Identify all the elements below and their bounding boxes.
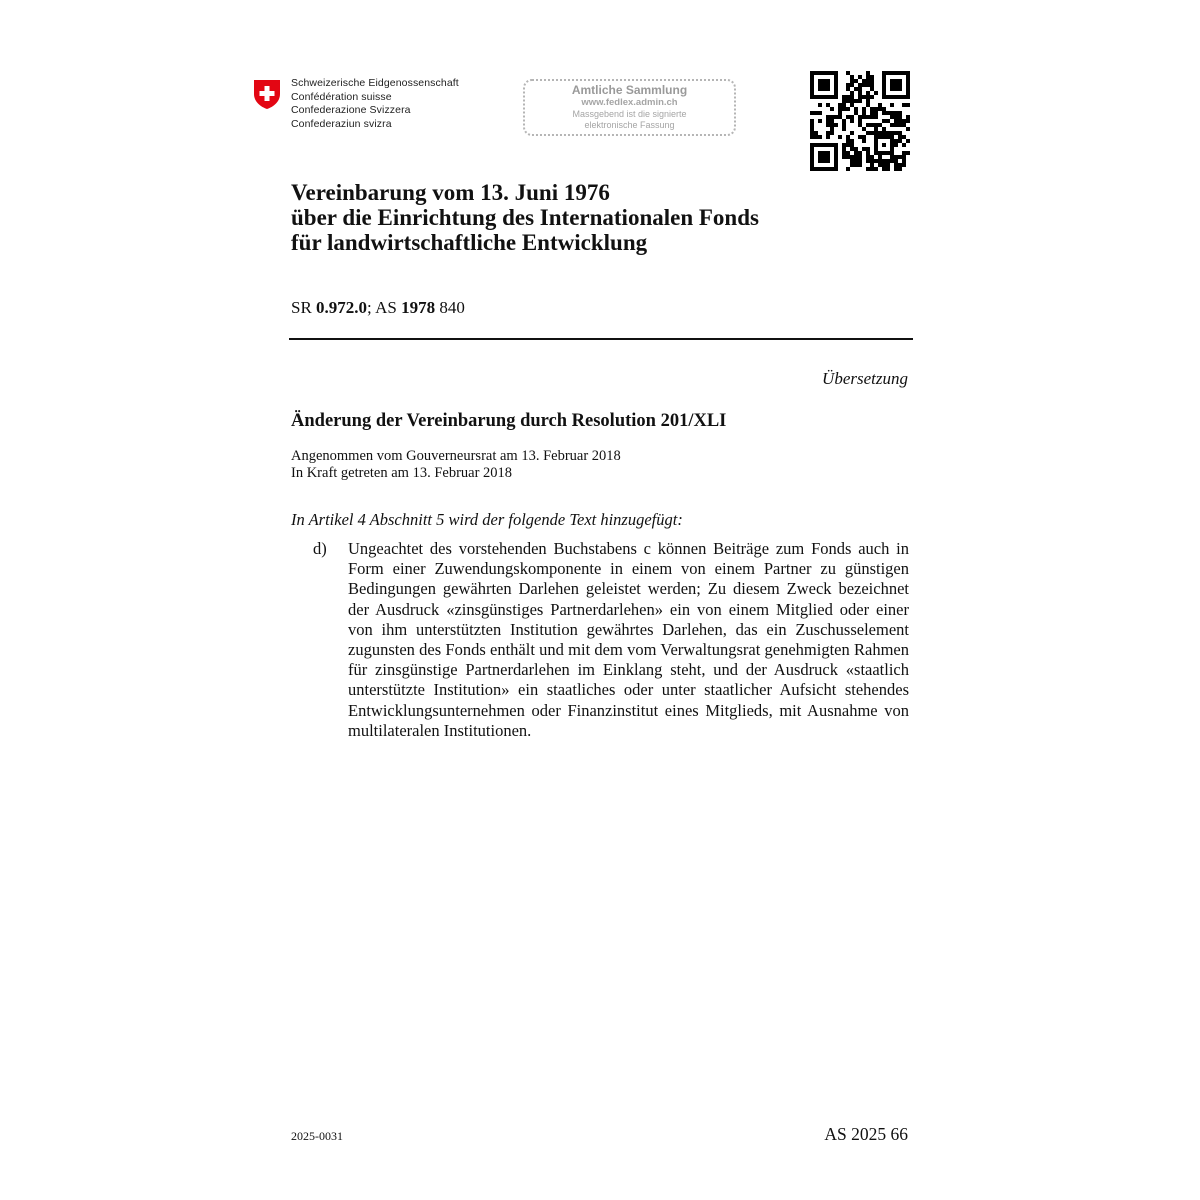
in-force-date: In Kraft getreten am 13. Februar 2018 bbox=[291, 465, 513, 481]
document-number: 2025-0031 bbox=[291, 1129, 343, 1143]
amendment-dates bbox=[291, 448, 621, 482]
confederation-de: Schweizerische Eidgenossenschaft bbox=[291, 77, 459, 89]
sr-number: 0.972.0 bbox=[316, 298, 368, 317]
sr-label: SR bbox=[291, 298, 317, 317]
qr-code-icon bbox=[810, 71, 910, 171]
item-text: Ungeachtet des vorstehenden Buchstabens c können Beiträge zum Fonds auch in Form einer Zuwendungskomponente in einem von einem Partner zu günstigen Bedingungen gewährten Darlehen geleistet werden; Zu diesem Zweck bezeichnet der Ausdruck «zinsgünstiges Partnerdarlehen» ein von einem Mitglied oder einer von ihm unterstützten Institution gewährtes Darlehen, das ein Zuschusselement zugunsten des Fonds enthält und mit dem vom Verwaltungsrat genehmigten Rahmen für zinsgünstige Partnerdarlehen im Einklang steht, und der Ausdruck «staatlich unterstützte Institution» ein staatliches oder unter staatlicher Aufsicht stehendes Entwicklungsunternehmen oder Finanzinstitut eines Mitglieds, mit Ausnahme von multilateralen Institutionen. bbox=[348, 539, 909, 740]
as-year: 1978 bbox=[401, 298, 436, 317]
reference-separator: ; AS bbox=[367, 298, 402, 317]
title-line-2: über die Einrichtung des Internationalen Fonds bbox=[291, 205, 759, 230]
confederation-fr: Confédération suisse bbox=[291, 90, 392, 103]
item-marker: d) bbox=[313, 539, 327, 558]
confederation-it: Confederazione Svizzera bbox=[291, 104, 411, 116]
stamp-title: Amtliche Sammlung bbox=[571, 83, 688, 97]
as-reference: AS 2025 66 bbox=[824, 1124, 908, 1144]
official-collection-stamp bbox=[523, 79, 736, 136]
as-page: 840 bbox=[435, 298, 465, 317]
document-title bbox=[291, 180, 759, 255]
confederation-names bbox=[291, 77, 459, 131]
translation-note: Übersetzung bbox=[822, 369, 908, 388]
title-line-1: Vereinbarung vom 13. Juni 1976 bbox=[291, 180, 610, 205]
amendment-intro: In Artikel 4 Abschnitt 5 wird der folgende Text hinzugefügt: bbox=[291, 510, 683, 529]
title-line-3: für landwirtschaftliche Entwicklung bbox=[291, 230, 648, 255]
sr-reference bbox=[291, 298, 465, 318]
amendment-title: Änderung der Vereinbarung durch Resolution 201/XLI bbox=[291, 411, 727, 431]
stamp-note-1: Massgebend ist die signierte bbox=[572, 109, 687, 119]
adopted-date: Angenommen vom Gouverneursrat am 13. Februar 2018 bbox=[291, 448, 621, 464]
swiss-flag-icon bbox=[252, 78, 282, 110]
divider bbox=[289, 338, 913, 340]
stamp-note-2: elektronische Fassung bbox=[584, 120, 675, 130]
stamp-url: www.fedlex.admin.ch bbox=[581, 97, 678, 108]
confederation-rm: Confederaziun svizra bbox=[291, 117, 392, 130]
